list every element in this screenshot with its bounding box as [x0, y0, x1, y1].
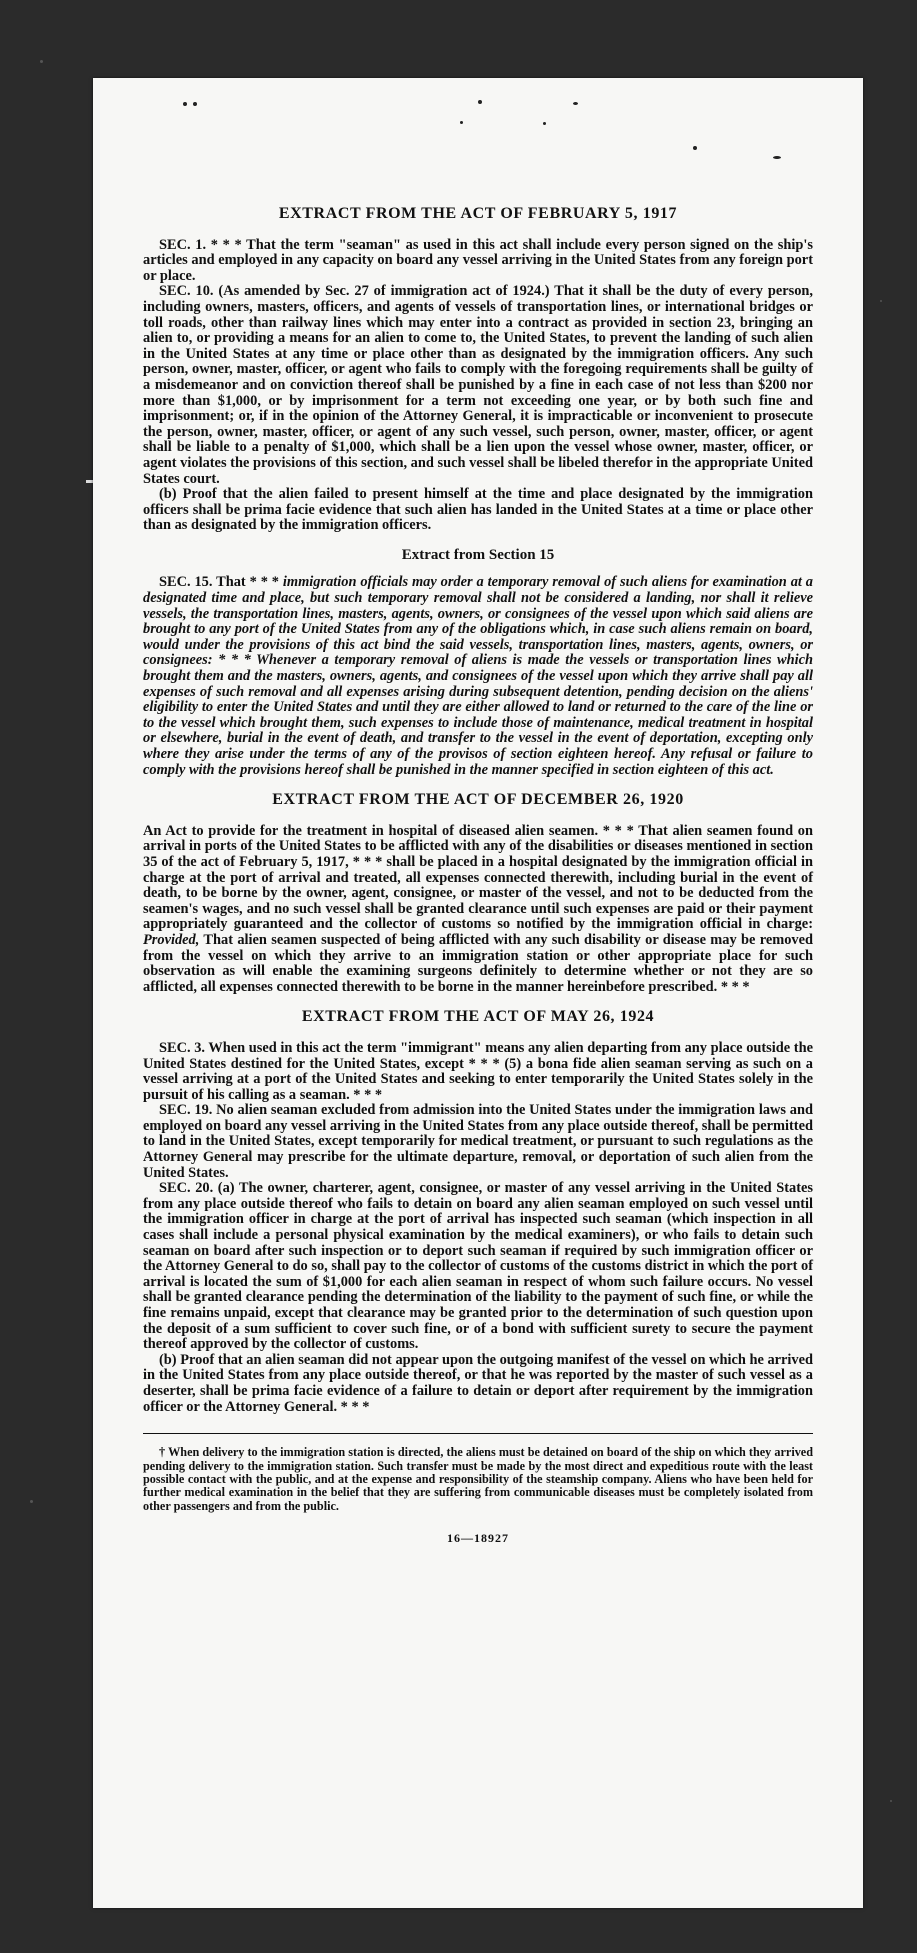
section-10b-paragraph: (b) Proof that the alien failed to present himself at the time and place designated by the immigration officers shall be prima facie evidence that such alien has landed in the United States at a time or place other than as designated by the immigration officers. — [143, 486, 813, 534]
page-speck — [543, 122, 546, 125]
page-speck — [193, 102, 197, 106]
act-1920-lead: An Act to provide for the treatment in hospital of diseased alien seamen. * * * That alien seamen found on arrival in ports of the United States to be afflicted with any of the disabilities or diseases mentioned in section 35 of the act of February 5, 1917, * * * shall be placed in a hospital designated by the immigration official in charge at the port of arrival and treated, all expenses connected therewith, including burial in the event of death, to be borne by the owner, agent, consignee, or master of the vessel, and not to be deducted from the seamen's wages, and no such vessel shall be granted clearance until such expenses are paid or their payment appropriately guaranteed and the collector of customs so notified by the immigration official in charge: — [143, 822, 813, 933]
page-speck — [478, 100, 482, 104]
section-10-paragraph: SEC. 10. (As amended by Sec. 27 of immigration act of 1924.) That it shall be the duty of every person, including owners, masters, officers, and agents of vessels of transportation lines, or international bridges or toll roads, other than railway lines which may enter into a contract as provided in section 23, bringing an alien to, or providing a means for an alien to come to, the United States, to prevent the landing of such alien in the United States at any time or place other than as designated by the immigration officers. Any such person, owner, master, officer, or agent who fails to comply with the foregoing requirements shall be guilty of a misdemeanor and on conviction thereof shall be punished by a fine in each case of not less than $200 nor more than $1,000, or by imprisonment for a term not exceeding one year, or by both such fine and imprisonment; or, if in the opinion of the Attorney General, it is impracticable or inconvenient to prosecute the person, owner, master, officer, or agent of any such vessel, such person, owner, master, officer, or agent shall be liable to a penalty of $1,000, which shall be a lien upon the vessel whose owner, master, officer, or agent violates the provisions of this section, and such vessel shall be libeled therefor in the appropriate United States court. — [143, 283, 813, 487]
page-speck — [773, 156, 781, 159]
act-1920-paragraph — [143, 824, 813, 996]
section-20a-paragraph: SEC. 20. (a) The owner, charterer, agent, consignee, or master of any vessel arriving in the United States from any place outside thereof who fails to detain on board any alien seaman employed on such vessel until the immigration officer in charge at the port of arrival has inspected such seaman (which inspection in all cases shall include a personal physical examination by the medical examiners), or who fails to detain such seaman on board after such inspection or to deport such seaman if required by such immigration officer or the Attorney General to do so, shall pay to the collector of customs of the customs district in which the port of arrival is located the sum of $1,000 for each alien seaman in respect of whom such failure occurs. No vessel shall be granted clearance pending the determination of the liability to the payment of such fine, or while the fine remains unpaid, except that clearance may be granted prior to the determination of such question upon the deposit of a sum sufficient to cover such fine, or of a bond with sufficient surety to secure the payment thereof approved by the collector of customs. — [143, 1180, 813, 1353]
page-speck — [693, 146, 697, 150]
subheading-section-15: Extract from Section 15 — [401, 546, 555, 563]
scan-speck — [30, 1500, 33, 1503]
page-speck — [460, 121, 463, 124]
act-1920-provided: Provided, — [143, 931, 200, 948]
page-speck — [183, 102, 187, 106]
heading-act-1924: EXTRACT FROM THE ACT OF MAY 26, 1924 — [301, 1008, 655, 1026]
footnote: † When delivery to the immigration station is directed, the aliens must be detained on board of the ship on which they arrived pending delivery to the immigration station. Such transfer must be made by the most direct and expeditious route with the least possible contact with the public, and at the expense and responsibility of the steamship company. Aliens who have been held for further medical examination in the belief that they are suffering from communicable diseases must be completely isolated from other passengers and from the public. — [143, 1445, 813, 1513]
document-body — [143, 206, 813, 1547]
section-1-paragraph: SEC. 1. * * * That the term "seaman" as used in this act shall include every person signed on the ship's articles and employed in any capacity on board any vessel arriving in the United States from any foreign port or place. — [143, 236, 813, 284]
section-15-paragraph — [143, 575, 813, 778]
page-speck — [573, 102, 578, 105]
section-3-paragraph: SEC. 3. When used in this act the term "immigrant" means any alien departing from any place outside the United States destined for the United States, except * * * (5) a bona fide alien seaman serving as such on a vessel arriving at a port of the United States and seeking to enter temporarily the United States solely in the pursuit of his calling as a seaman. * * * — [143, 1039, 813, 1103]
scan-speck — [40, 60, 43, 63]
section-19-paragraph: SEC. 19. No alien seaman excluded from admission into the United States under the immigration laws and employed on board any vessel arriving in the United States from any place outside thereof, shall be permitted to land in the United States, except temporarily for medical treatment, or pursuant to such regulations as the Attorney General may prescribe for the ultimate departure, removal, or deportation of such alien from the United States. — [143, 1102, 813, 1181]
scan-speck — [890, 1800, 892, 1802]
section-15-lead: SEC. 15. That * * * — [159, 574, 283, 591]
page-code: 16—18927 — [447, 1531, 509, 1546]
footnote-divider — [143, 1433, 813, 1434]
section-15-body: immigration officials may order a temporary removal of such aliens for examination at a designated time and place, but such temporary removal shall not be considered a landing, nor shall it relieve vessels, the transportation lines, masters, agents, owners, or consignees of the vessel upon which said aliens are brought to any port of the United States from any of the obligations which, in case such aliens remain on board, would under the provisions of this act bind the said vessels, transportation lines, masters, agents, owners, or consignees: * * * Whenever a temporary removal of aliens is made the vessels or transportation lines which brought them and the masters, owners, agents, and consignees of the vessel upon which they arrive shall pay all expenses of such removal and all expenses arising during subsequent detention, pending decision on the aliens' eligibility to enter the United States and until they are either allowed to land or returned to the care of the line or to the vessel which brought them, such expenses to include those of maintenance, medical treatment in hospital or elsewhere, burial in the event of death, and transfer to the vessel in the event of deportation, excepting only where they arise under the terms of any of the provisos of section eighteen hereof. Any refusal or failure to comply with the provisions hereof shall be punished in the manner specified in section eighteen of this act. — [143, 574, 813, 778]
heading-act-1920: EXTRACT FROM THE ACT OF DECEMBER 26, 1920 — [272, 791, 684, 809]
act-1920-tail: That alien seamen suspected of being afflicted with any such disability or disease may be removed from the vessel on which they arrive to an immigration station or other appropriate place for such observation as will enable the examining surgeons definitely to determine whether or not they are so afflicted, all expenses connected therewith to be borne in the manner hereinbefore prescribed. * * * — [143, 931, 813, 995]
heading-act-1917: EXTRACT FROM THE ACT OF FEBRUARY 5, 1917 — [278, 205, 678, 222]
section-20b-paragraph: (b) Proof that an alien seaman did not appear upon the outgoing manifest of the vessel on which he arrived in the United States from any place outside thereof, or that he was reported by the master of such vessel as a deserter, shall be prima facie evidence of a failure to detain or deport after requirement by the immigration officer or the Attorney General. * * * — [143, 1351, 813, 1415]
document-page — [93, 78, 863, 1908]
scan-speck — [880, 300, 882, 302]
